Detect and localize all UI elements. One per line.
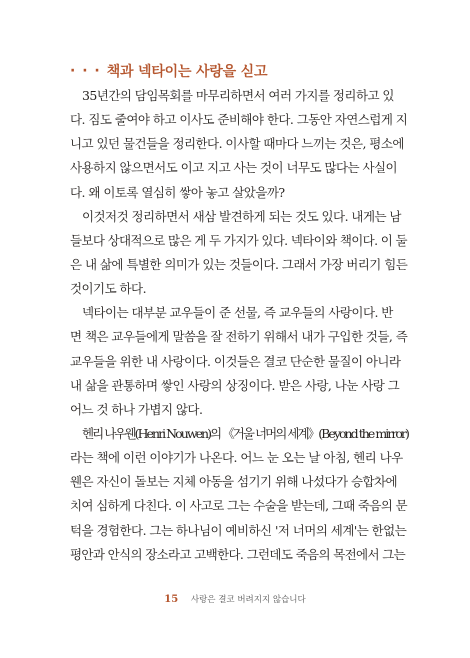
text-line: 면 책은 교우들에게 말씀을 잘 전하기 위해서 내가 구입한 것들, 즉	[70, 329, 408, 345]
heading-dots: · · ·	[70, 63, 101, 79]
text-line: 35년간의 담임목회를 마무리하면서 여러 가지를 정리하고 있	[82, 88, 394, 103]
paragraph	[70, 84, 408, 205]
text-line: 넥타이는 대부분 교우들이 준 선물, 즉 교우들의 사랑이다. 반	[82, 305, 393, 321]
text-line: 웬은 자신이 돌보는 지체 아동을 섬기기 위해 나섰다가 승합차에	[70, 474, 398, 490]
text-line: 사용하지 않으면서도 이고 지고 사는 것이 너무도 많다는 사실이	[70, 160, 398, 176]
text-line: 은 내 삶에 특별한 의미가 있는 것들이다. 그래서 가장 버리기 힘든	[70, 256, 408, 272]
text-line: 평안과 안식의 장소라고 고백한다. 그런데도 죽음의 목전에서 그는	[70, 546, 406, 562]
text-line: 내 삶을 관통하며 쌓인 사랑의 상징이다. 받은 사랑, 나눈 사랑 그	[70, 377, 400, 393]
running-title: 사랑은 결코 버려지지 않습니다	[190, 595, 306, 605]
text-line: 교우들을 위한 내 사랑이다. 이것들은 결코 단순한 물질이 아니라	[70, 353, 401, 369]
paragraph	[70, 205, 408, 302]
page-footer	[0, 593, 470, 605]
text-line: 턱을 경험한다. 그는 하나님이 예비하신 '저 너머의 세계'는 한없는	[70, 522, 407, 538]
text-line: 것이기도 하다.	[70, 281, 146, 297]
text-line: 니고 있던 물건들을 정리한다. 이사할 때마다 느끼는 것은, 평소에	[70, 136, 404, 152]
paragraph	[70, 301, 408, 422]
body-text	[70, 84, 408, 567]
section-heading	[70, 60, 267, 82]
text-line: 치여 심하게 다친다. 이 사고로 그는 수술을 받는데, 그때 죽음의 문	[70, 498, 407, 514]
text-line: 이것저것 정리하면서 새삼 발견하게 되는 것도 있다. 내게는 남	[82, 208, 401, 224]
text-line: 다. 짐도 줄여야 하고 이사도 준비해야 한다. 그동안 자연스럽게 지	[70, 112, 408, 128]
text-line: 다. 왜 이토록 열심히 쌓아 놓고 살았을까?	[70, 184, 285, 200]
text-line: 들보다 상대적으로 많은 게 두 가지가 있다. 넥타이와 책이다. 이 둘	[70, 232, 407, 248]
paragraph	[70, 422, 408, 567]
text-line: 헨리 나우웬(Henri Nouwen)의 《거울 너머의 세계》(Beyond the mirror)	[82, 425, 408, 441]
text-line: 라는 책에 이런 이야기가 나온다. 어느 눈 오는 날 아침, 헨리 나우	[70, 450, 403, 466]
text-line: 어느 것 하나 가볍지 않다.	[70, 401, 203, 417]
section-title: 책과 넥타이는 사랑을 싣고	[106, 64, 268, 80]
page-number: 15	[164, 594, 179, 605]
